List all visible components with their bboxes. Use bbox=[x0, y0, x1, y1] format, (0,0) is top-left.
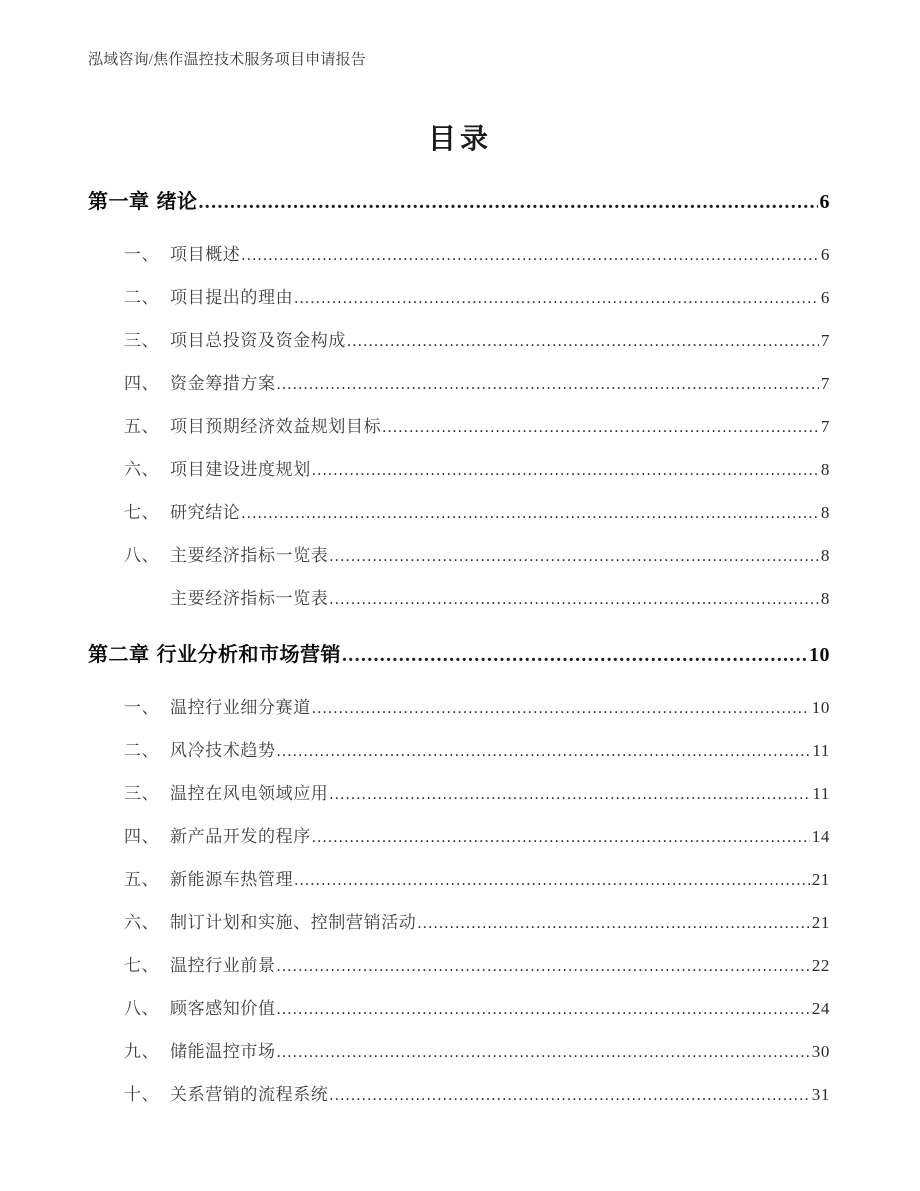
toc-entry-label: 绪论 bbox=[156, 191, 198, 213]
toc-entry-page-number: 7 bbox=[820, 417, 830, 436]
toc-entry-page-number: 7 bbox=[820, 331, 830, 350]
toc-entry-label: 主要经济指标一览表 bbox=[170, 589, 329, 608]
toc-entry-row[interactable] bbox=[88, 494, 830, 537]
toc-entry-page-number: 31 bbox=[811, 1085, 830, 1104]
toc-entry-page-number: 21 bbox=[811, 913, 830, 932]
toc-entry-row[interactable] bbox=[88, 689, 830, 732]
toc-leader-dots bbox=[417, 915, 809, 932]
toc-leader-dots bbox=[277, 1044, 810, 1061]
toc-entry-label: 温控行业细分赛道 bbox=[170, 698, 311, 717]
toc-entry-page-number: 6 bbox=[820, 288, 830, 307]
toc-leader-dots bbox=[312, 462, 819, 479]
toc-entry-label: 项目概述 bbox=[170, 245, 241, 264]
toc-entry-row[interactable] bbox=[88, 279, 830, 322]
toc-entry-row[interactable] bbox=[88, 732, 830, 775]
toc-entry-number: 二、 bbox=[124, 741, 160, 760]
toc-entry-number: 六、 bbox=[124, 460, 160, 479]
toc-leader-dots bbox=[277, 376, 819, 393]
toc-entry-label: 主要经济指标一览表 bbox=[170, 546, 329, 565]
toc-entry-number: 一、 bbox=[124, 245, 160, 264]
toc-entry-page-number: 10 bbox=[809, 644, 830, 666]
toc-entry-row[interactable] bbox=[88, 537, 830, 580]
page-title: 目录 bbox=[427, 124, 492, 155]
toc-entry-number: 一、 bbox=[124, 698, 160, 717]
toc-leader-dots bbox=[294, 290, 819, 307]
toc-entry-number: 三、 bbox=[124, 331, 160, 350]
toc-leader-dots bbox=[347, 333, 819, 350]
toc-entry-number: 第一章 bbox=[88, 191, 150, 213]
toc-entry-page-number: 14 bbox=[811, 827, 830, 846]
toc-entry-page-number: 24 bbox=[811, 999, 830, 1018]
toc-entry-label: 温控在风电领域应用 bbox=[170, 784, 329, 803]
toc-entry-number: 六、 bbox=[124, 913, 160, 932]
toc-entry-number: 十、 bbox=[124, 1085, 160, 1104]
toc-entry-page-number: 21 bbox=[811, 870, 830, 889]
toc-entry-page-number: 8 bbox=[820, 546, 830, 565]
toc-entry-label: 项目预期经济效益规划目标 bbox=[170, 417, 382, 436]
toc-leader-dots bbox=[241, 505, 818, 522]
toc-entry-label: 储能温控市场 bbox=[170, 1042, 276, 1061]
toc-leader-dots bbox=[277, 743, 811, 760]
toc-entry-page-number: 6 bbox=[820, 245, 830, 264]
toc-entry-row[interactable] bbox=[88, 861, 830, 904]
toc-entry-label: 关系营销的流程系统 bbox=[170, 1085, 329, 1104]
running-header: 泓域咨询/焦作温控技术服务项目申请报告 bbox=[88, 52, 366, 68]
toc-entry-number: 五、 bbox=[124, 417, 160, 436]
toc-entry-page-number: 10 bbox=[811, 698, 830, 717]
toc-entry-row[interactable] bbox=[88, 818, 830, 861]
toc-entry-number: 七、 bbox=[124, 503, 160, 522]
toc-entry-label: 风冷技术趋势 bbox=[170, 741, 276, 760]
toc-entry-page-number: 8 bbox=[820, 503, 830, 522]
toc-entry-row[interactable] bbox=[88, 1076, 830, 1119]
toc-entry-label: 项目提出的理由 bbox=[170, 288, 294, 307]
toc-entry-row[interactable] bbox=[88, 451, 830, 494]
toc-entry-label: 项目建设进度规划 bbox=[170, 460, 311, 479]
toc-leader-dots bbox=[382, 419, 819, 436]
toc-entry-row[interactable] bbox=[88, 775, 830, 818]
toc-entry-row[interactable] bbox=[88, 1033, 830, 1076]
toc-entry-row[interactable] bbox=[88, 322, 830, 365]
toc-entry-page-number: 8 bbox=[820, 589, 830, 608]
toc-entry-label: 新产品开发的程序 bbox=[170, 827, 311, 846]
toc-leader-dots bbox=[329, 591, 818, 608]
toc-entry-label: 制订计划和实施、控制营销活动 bbox=[170, 913, 417, 932]
toc-chapter-row[interactable] bbox=[88, 635, 830, 679]
toc-entry-label: 项目总投资及资金构成 bbox=[170, 331, 346, 350]
toc-leader-dots bbox=[312, 829, 810, 846]
toc-entry-number: 四、 bbox=[124, 374, 160, 393]
toc-entry-number: 七、 bbox=[124, 956, 160, 975]
toc-entry-number: 九、 bbox=[124, 1042, 160, 1061]
toc-leader-dots bbox=[199, 191, 818, 211]
toc-entry-number: 二、 bbox=[124, 288, 160, 307]
toc-leader-dots bbox=[294, 872, 810, 889]
toc-entry-row[interactable] bbox=[88, 236, 830, 279]
toc-entry-page-number: 8 bbox=[820, 460, 830, 479]
toc-entry-page-number: 7 bbox=[820, 374, 830, 393]
toc-leader-dots bbox=[329, 1087, 809, 1104]
toc-entry-row[interactable] bbox=[88, 947, 830, 990]
toc-entry-page-number: 22 bbox=[811, 956, 830, 975]
toc-entry-row[interactable] bbox=[88, 580, 830, 623]
toc-entry-page-number: 11 bbox=[812, 784, 830, 803]
toc-leader-dots bbox=[312, 700, 810, 717]
toc-entry-page-number: 30 bbox=[811, 1042, 830, 1061]
toc-entry-label: 资金筹措方案 bbox=[170, 374, 276, 393]
toc-entry-number: 五、 bbox=[124, 870, 160, 889]
toc-entry-row[interactable] bbox=[88, 365, 830, 408]
toc-entry-label: 新能源车热管理 bbox=[170, 870, 294, 889]
toc-leader-dots bbox=[342, 644, 807, 664]
toc-entry-number: 八、 bbox=[124, 546, 160, 565]
toc-entry-number: 八、 bbox=[124, 999, 160, 1018]
toc-entry-row[interactable] bbox=[88, 408, 830, 451]
toc-entry-label: 温控行业前景 bbox=[170, 956, 276, 975]
toc-leader-dots bbox=[277, 1001, 810, 1018]
toc-entry-page-number: 11 bbox=[812, 741, 830, 760]
toc-entry-number: 三、 bbox=[124, 784, 160, 803]
toc-entry-row[interactable] bbox=[88, 990, 830, 1033]
table-of-contents bbox=[88, 182, 830, 1119]
toc-entry-row[interactable] bbox=[88, 904, 830, 947]
toc-leader-dots bbox=[329, 548, 818, 565]
toc-entry-page-number: 6 bbox=[819, 191, 830, 213]
toc-entry-number: 第二章 bbox=[88, 644, 150, 666]
toc-entry-label: 研究结论 bbox=[170, 503, 241, 522]
toc-entry-label: 顾客感知价值 bbox=[170, 999, 276, 1018]
toc-entry-label: 行业分析和市场营销 bbox=[156, 644, 341, 666]
toc-chapter-row[interactable] bbox=[88, 182, 830, 226]
toc-leader-dots bbox=[329, 786, 810, 803]
toc-leader-dots bbox=[241, 247, 818, 264]
toc-entry-number: 四、 bbox=[124, 827, 160, 846]
toc-leader-dots bbox=[277, 958, 810, 975]
